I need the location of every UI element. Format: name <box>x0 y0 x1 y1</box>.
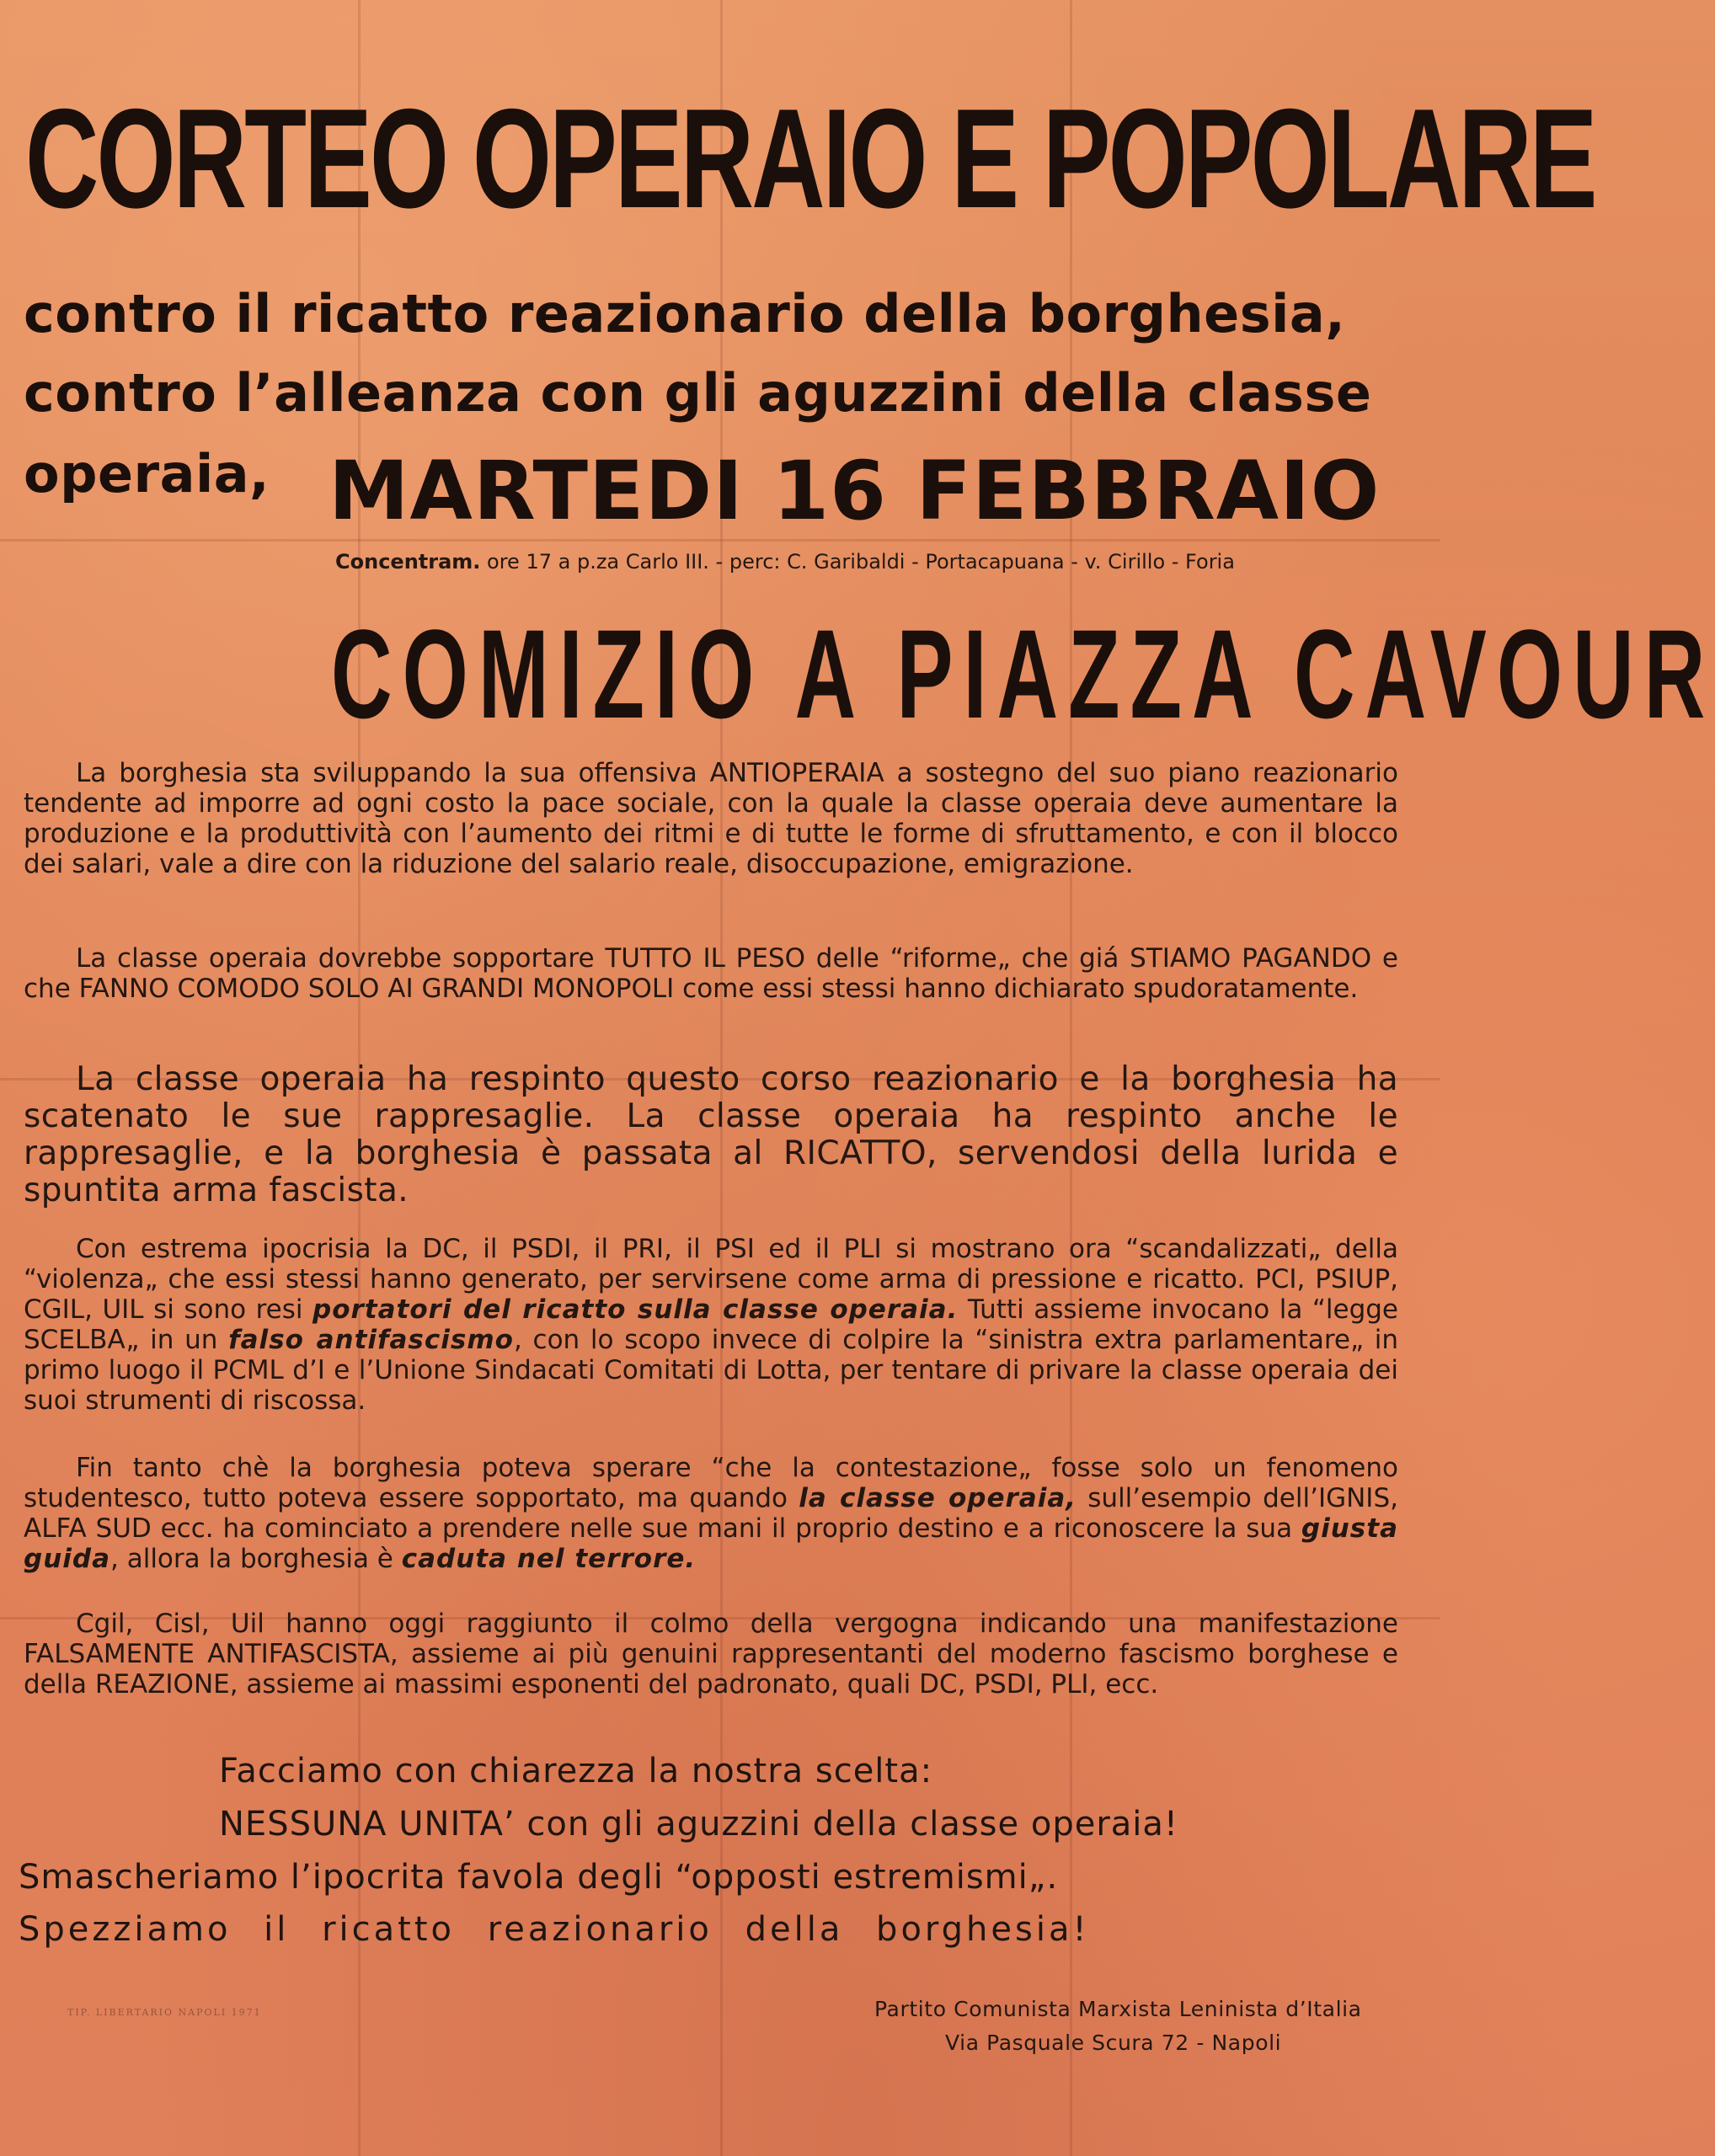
route-label: Concentram. <box>335 550 481 574</box>
subtitle-line: contro l’alleanza con gli aguzzini della classe <box>24 362 1372 424</box>
signature-line: Via Pasquale Scura 72 - Napoli <box>945 2031 1282 2055</box>
event-date: MARTEDI 16 FEBBRAIO <box>329 444 1381 538</box>
paragraph-5: Fin tanto chè la borghesia poteva sperare “che la contestazione„ fosse solo un fenomeno studentesco, tutto poteva essere sopportato, ma quando la classe operaia, sull’esempio dell’IGNIS, ALFA SUD ecc. ha cominciato a prendere nelle sue mani il proprio destino e a riconoscere la sua giusta guida, allora la borghesia è caduta nel terrore. <box>24 1453 1398 1574</box>
paragraph-6: Cgil, Cisl, Uil hanno oggi raggiunto il colmo della vergogna indicando una manifestazione FALSAMENTE ANTIFASCISTA, assieme ai più genuini rappresentanti del moderno fascismo borghese e della REAZIONE, assieme ai massimi esponenti del padronato, quali DC, PSDI, PLI, ecc. <box>24 1609 1398 1700</box>
headline: CORTEO OPERAIO E POPOLARE <box>25 79 1595 237</box>
paragraph-1: La borghesia sta sviluppando la sua offensiva ANTIOPERAIA a sostegno del suo piano reazionario tendente ad imporre ad ogni costo la pace sociale, con la quale la classe operaia deve aumentare la produzione e la produttività con l’aumento dei ritmi e di tutte le forme di sfruttamento, e con il blocco dei salari, vale a dire con la riduzione del salario reale, disoccupazione, emigrazione. <box>24 758 1398 879</box>
route-info <box>335 549 1235 574</box>
signature-line: Partito Comunista Marxista Leninista d’Italia <box>874 1997 1362 2021</box>
printer-mark: TIP. LIBERTARIO NAPOLI 1971 <box>67 2007 262 2018</box>
subtitle-line: operaia, <box>24 443 270 504</box>
paragraph-2: La classe operaia dovrebbe sopportare TUTTO IL PESO delle “riforme„ che giá STIAMO PAGANDO e che FANNO COMODO SOLO AI GRANDI MONOPOLI come essi stessi hanno dichiarato spudoratamente. <box>24 943 1398 1004</box>
rally-location: COMIZIO A PIAZZA CAVOUR <box>331 603 1715 744</box>
closing-line: Facciamo con chiarezza la nostra scelta: <box>219 1752 933 1790</box>
route-text: ore 17 a p.za Carlo III. - perc: C. Garibaldi - Portacapuana - v. Cirillo - Foria <box>480 550 1235 574</box>
subtitle-line: contro il ricatto reazionario della borghesia, <box>24 283 1346 344</box>
closing-line: Spezziamo il ricatto reazionario della borghesia! <box>19 1910 1090 1949</box>
paragraph-4: Con estrema ipocrisia la DC, il PSDI, il PRI, il PSI ed il PLI si mostrano ora “scandalizzati„ della “violenza„ che essi stessi hanno generato, per servirsene come arma di pressione e ricatto. PCI, PSIUP, CGIL, UIL si sono resi portatori del ricatto sulla classe operaia. Tutti assieme invocano la “legge SCELBA„ in un falso antifascismo, con lo scopo invece di colpire la “sinistra extra parlamentare„ in primo luogo il PCML d’I e l’Unione Sindacati Comitati di Lotta, per tentare di privare la classe operaia dei suoi strumenti di riscossa. <box>24 1234 1398 1416</box>
paragraph-3: La classe operaia ha respinto questo corso reazionario e la borghesia ha scatenato le sue rappresaglie. La classe operaia ha respinto anche le rappresaglie, e la borghesia è passata al RICATTO, servendosi della lurida e spuntita arma fascista. <box>24 1060 1398 1209</box>
closing-line: Smascheriamo l’ipocrita favola degli “opposti estremismi„. <box>19 1858 1059 1897</box>
closing-line: NESSUNA UNITA’ con gli aguzzini della classe operaia! <box>219 1805 1178 1844</box>
